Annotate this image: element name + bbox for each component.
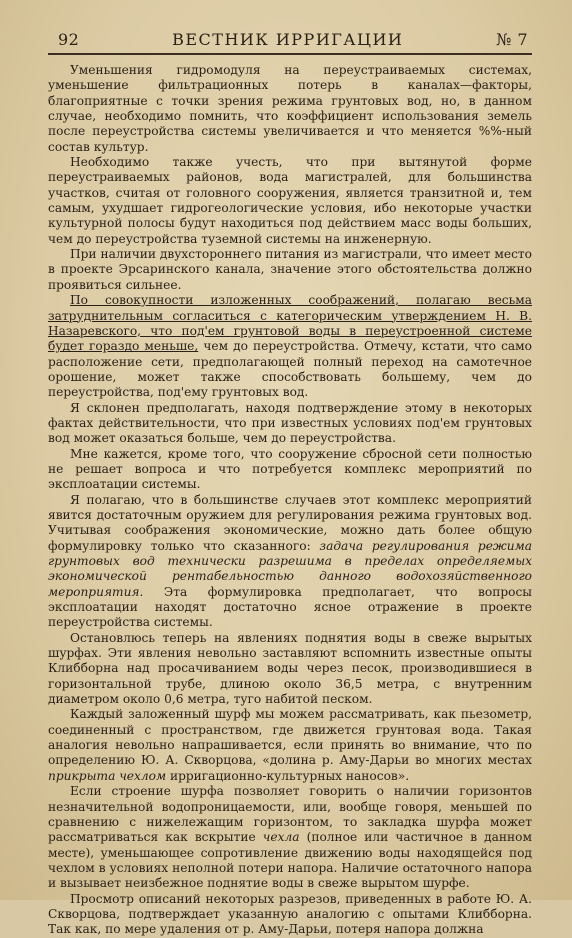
page-header: [48, 30, 532, 53]
paragraph: Я полагаю, что в большинстве случаев этот комплекс мероприятий явится достаточным оружием для регулирования режима грунтовых вод. Учитывая соображения экономические, можно дать более общую формулировку только что сказанного: задача регулирования режима грунтовых вод технически разрешима в пределах определяемых экономической рентабельностью данного водохозяйственного мероприятия. Эта формулировка предполагает, что вопросы эксплоатации находят достаточно ясное отражение в проекте переустройства системы.: [48, 492, 532, 630]
journal-title: ВЕСТНИК ИРРИГАЦИИ: [172, 30, 404, 49]
body-text: [48, 63, 532, 938]
paragraph: Просмотр описаний некоторых разрезов, приведенных в работе Ю. А. Скворцова, подтверждает указанную аналогию с опытами Клибборна. Так как, по мере удаления от р. Аму-Дарьи, потеря напора должна: [48, 891, 532, 937]
paragraph: Остановлюсь теперь на явлениях поднятия воды в свеже вырытых шурфах. Эти явления невольно заставляют вспомнить известные опыты Клибборна над просачиванием воды через песок, производившиеся в горизонтальной трубе, длиною около 36,5 метра, с внутренним диаметром около 0,6 метра, туго набитой песком.: [48, 630, 532, 707]
page-number: 92: [58, 30, 80, 49]
italic-phrase: прикрыта чехлом: [48, 768, 167, 783]
paragraph: При наличии двухстороннего питания из магистрали, что имеет место в проекте Эрсаринского канала, значение этого обстоятельства должно проявиться сильнее.: [48, 247, 532, 292]
paragraph: Если строение шурфа позволяет говорить о наличии горизонтов незначительной водопроницаемости, или, вообще говоря, меньшей по сравнению с нижележащим горизонтом, то закладка шурфа может рассматриваться как вскрытие чехла (полное или частичное в данном месте), уменьшающее сопротивление движению воды находящейся под чехлом в условиях неполной потери напора. Наличие остаточного напора и вызывает неизбежное поднятие воды в свеже вырытом шурфе.: [48, 784, 532, 891]
paragraph: Необходимо также учесть, что при вытянутой форме переустраиваемых районов, вода магистралей, для большинства участков, считая от головного сооружения, является транзитной и, тем самым, ухудшает гидрогеологические условия, ибо некоторые участки культурной полосы будут находиться под действием масс воды больших, чем до переустройства туземной системы на инженерную.: [48, 155, 532, 246]
paragraph: Мне кажется, кроме того, что сооружение сбросной сети полностью не решает вопроса и что потребуется комплекс мероприятий по эксплоатации системы.: [48, 446, 532, 492]
issue-number: № 7: [496, 30, 528, 49]
header-rule: [48, 53, 532, 55]
underlined-passage: По совокупности изложенных соображений, полагаю весьма затруднительным согласиться с категорическим утверждением Н. В. Назаревского, что под'ем грунтовой воды в переустроенной системе будет гораздо меньше,: [48, 293, 532, 354]
italic-word: чехла: [262, 830, 300, 845]
paragraph: Каждый заложенный шурф мы можем рассматривать, как пьезометр, соединенный с пространством, где движется грунтовая вода. Такая аналогия невольно напрашивается, если принять во внимание, что по определению Ю. А. Скворцова, «долина р. Аму-Дарьи во многих местах прикрыта чехлом ирригационно-культурных наносов».: [48, 707, 532, 783]
paragraph: Уменьшения гидромодуля на переустраиваемых системах, уменьшение фильтрационных потерь в каналах—факторы, благоприятные с точки зрения режима грунтовых вод, но, в данном случае, необходимо помнить, что коэффициент использования земель после переустройства системы увеличивается и что меняется %%-ный состав культур.: [48, 63, 532, 154]
italic-formulation: задача регулирования режима грунтовых вод технически разрешима в пределах определяемых экономической рентабельностью данного водохозяйственного мероприятия.: [48, 538, 532, 599]
paragraph: Я склонен предполагать, находя подтверждение этому в некоторых фактах действительности, что при известных условиях под'ем грунтовых вод может оказаться больше, чем до переустройства.: [48, 400, 532, 446]
paragraph: По совокупности изложенных соображений, полагаю весьма затруднительным согласиться с категорическим утверждением Н. В. Назаревского, что под'ем грунтовой воды в переустроенной системе будет гораздо меньше, чем до переустройства. Отмечу, кстати, что само расположение сети, предполагающей полный переход на самотечное орошение, может также способствовать большему, чем до переустройства, под'ему грунтовых вод.: [48, 293, 532, 400]
